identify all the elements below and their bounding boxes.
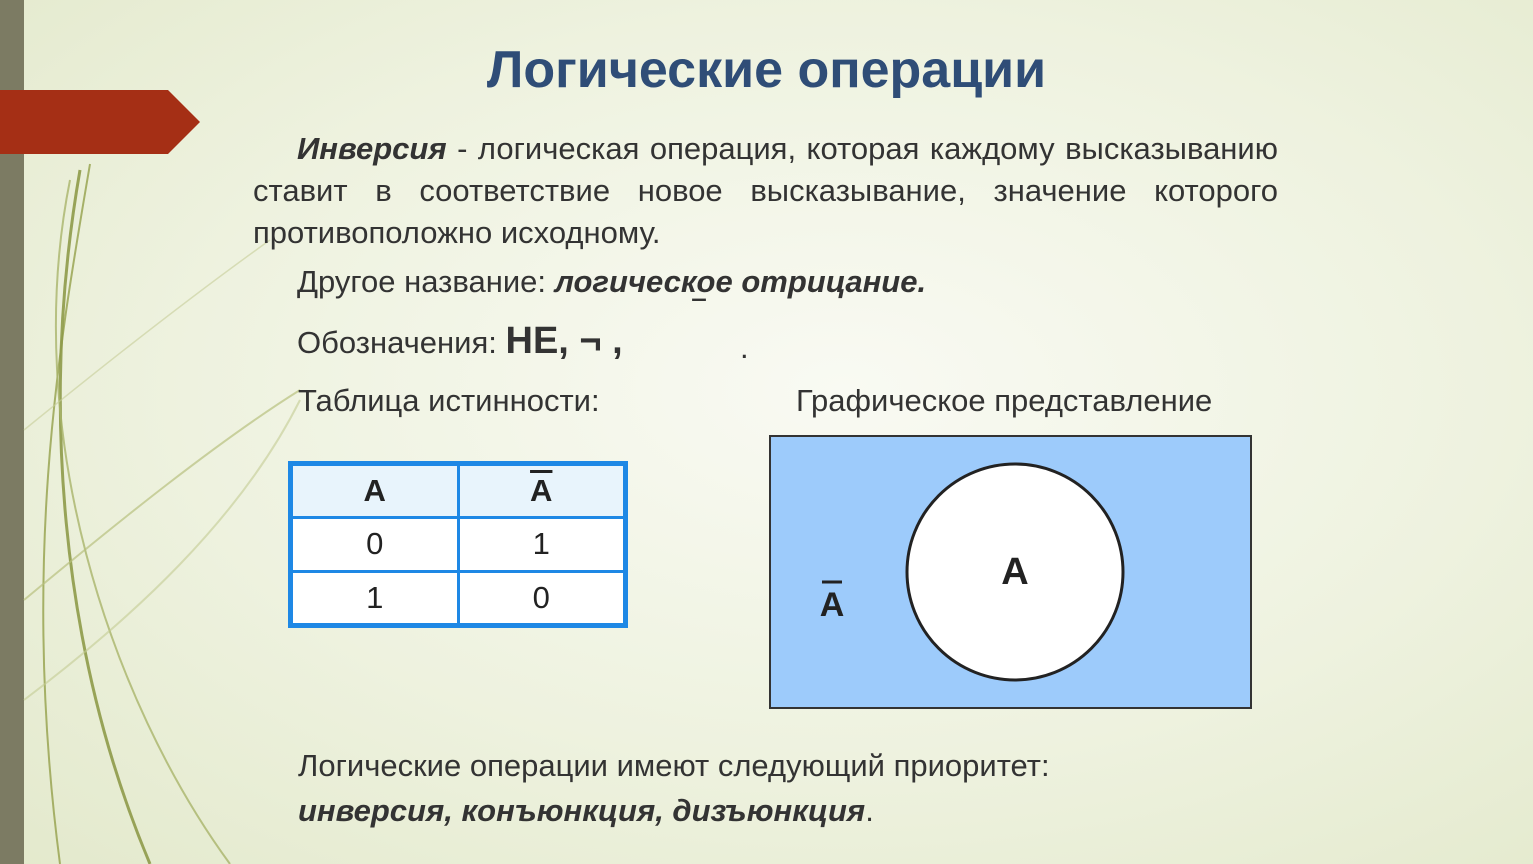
page-title: Логические операции	[486, 41, 1047, 99]
definition-paragraph	[253, 128, 1278, 254]
complement-label: A	[819, 586, 845, 624]
table-cell: 1	[291, 571, 459, 625]
set-a-label: A	[1001, 551, 1029, 593]
table-row	[291, 571, 626, 625]
notation-label: Обозначения:	[297, 325, 506, 360]
alt-name-line	[297, 264, 926, 300]
notation-overbar-symbol: ‾	[694, 296, 704, 329]
header-not-a: $\overline{A}$	[458, 464, 626, 518]
truth-table	[288, 461, 628, 628]
table-cell: 0	[458, 571, 626, 625]
graphic-heading: Графическое представление	[796, 383, 1213, 418]
table-header-row	[291, 464, 626, 518]
truth-table-heading: Таблица истинности:	[298, 383, 600, 418]
definition-term: Инверсия	[297, 131, 447, 166]
table-cell: 1	[458, 518, 626, 571]
priority-line-1: Логические операции имеют следующий приоритет:	[298, 748, 1050, 783]
notation-line	[297, 320, 623, 363]
priority-line-2	[298, 788, 1050, 833]
notation-symbols: НЕ, ¬ ,	[505, 320, 623, 362]
header-a: A	[291, 464, 459, 518]
alt-name-value: логическое отрицание.	[554, 264, 927, 299]
alt-name-label: Другое название:	[297, 264, 555, 299]
priority-order: инверсия, конъюнкция, дизъюнкция	[298, 793, 866, 828]
table-row	[291, 518, 626, 571]
definition-text: - логическая операция, которая каждому высказыванию ставит в соответствие новое высказывание, значение которого противоположно исходному.	[253, 131, 1278, 250]
venn-diagram	[769, 435, 1254, 711]
table-cell: 0	[291, 518, 459, 571]
notation-end: .	[740, 330, 749, 365]
priority-note	[298, 743, 1050, 833]
priority-end: .	[865, 793, 874, 828]
